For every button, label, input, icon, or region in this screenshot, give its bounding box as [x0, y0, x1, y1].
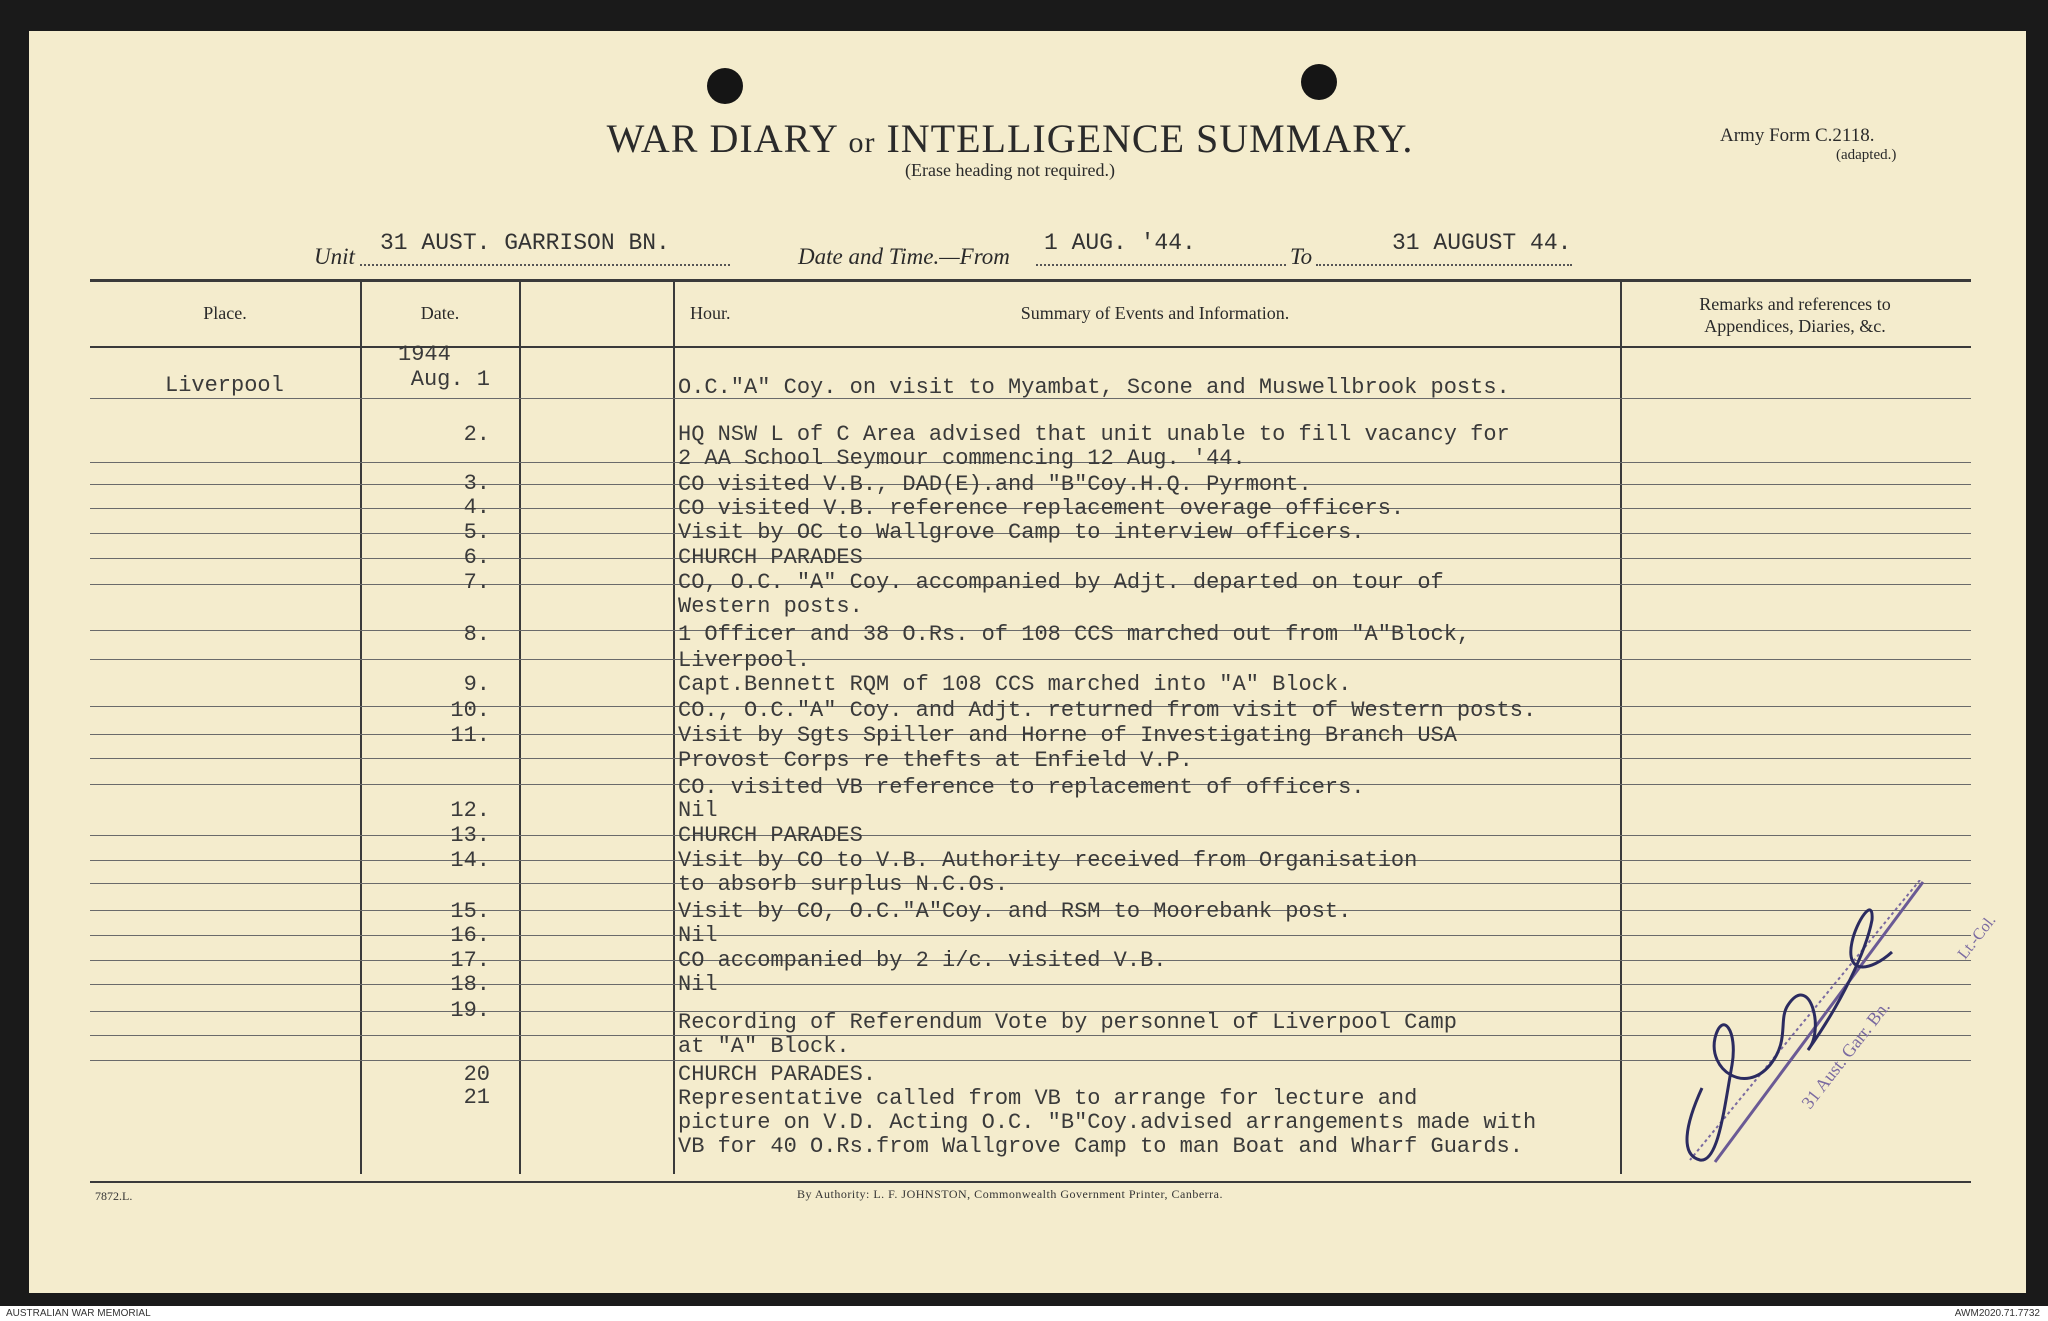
date-from-value: 1 AUG. '44.: [1044, 230, 1196, 256]
entry-date: 6.: [463, 545, 490, 570]
entry-year: 1944: [398, 342, 451, 367]
entry-date: 10.: [450, 698, 490, 723]
table-top-rule: [90, 279, 1971, 282]
table-bottom-rule: [90, 1181, 1971, 1183]
summary-line: to absorb surplus N.C.Os.: [678, 872, 1009, 897]
summary-line: CO. visited VB reference to replacement of officers.: [678, 775, 1365, 800]
form-number: 7872.L.: [95, 1189, 133, 1203]
summary-line: CO visited V.B., DAD(E).and "B"Coy.H.Q. Pyrmont.: [678, 472, 1312, 497]
date-to-label: To: [1290, 244, 1313, 269]
entry-date: 7.: [463, 570, 490, 595]
summary-line: Nil: [678, 972, 718, 997]
archive-reference: AWM2020.71.7732: [1954, 1308, 2040, 1319]
entry-date: 3.: [463, 471, 490, 496]
summary-line: VB for 40 O.Rs.from Wallgrove Camp to man Boat and Wharf Guards.: [678, 1134, 1523, 1159]
entry-date: 20: [463, 1062, 490, 1087]
date-to-value: 31 AUGUST 44.: [1392, 230, 1572, 256]
col-header-summary: Summary of Events and Information.: [1020, 303, 1290, 323]
archive-caption: AUSTRALIAN WAR MEMORIAL: [6, 1308, 151, 1319]
col-divider-hour: [673, 281, 675, 1174]
summary-line: Visit by CO to V.B. Authority received from Organisation: [678, 848, 1418, 873]
entry-date: 14.: [450, 848, 490, 873]
col-divider-date: [519, 281, 521, 1174]
col-header-remarks-line2: Appendices, Diaries, &c.: [1704, 316, 1886, 336]
entry-date: 5.: [463, 520, 490, 545]
summary-line: Provost Corps re thefts at Enfield V.P.: [678, 748, 1193, 773]
entry-date: 16.: [450, 923, 490, 948]
summary-line: CHURCH PARADES: [678, 545, 863, 570]
unit-value: 31 AUST. GARRISON BN.: [380, 230, 670, 256]
summary-line: Visit by CO, O.C."A"Coy. and RSM to Moorebank post.: [678, 899, 1352, 924]
army-form-number: Army Form C.2118.: [1720, 125, 1875, 146]
summary-line: Capt.Bennett RQM of 108 CCS marched into "A" Block.: [678, 672, 1352, 697]
rank-stamp: Lt.-Col.: [1954, 912, 2000, 963]
row-rule: [90, 558, 1971, 559]
form-subtitle: (Erase heading not required.): [905, 160, 1115, 180]
date-to-dotted-line: [1316, 264, 1572, 266]
col-header-remarks-line1: Remarks and references to: [1699, 294, 1891, 314]
summary-line: CO visited V.B. reference replacement overage officers.: [678, 496, 1405, 521]
summary-line: Visit by Sgts Spiller and Horne of Investigating Branch USA: [678, 723, 1457, 748]
title-or: or: [848, 126, 876, 159]
summary-line: 2 AA School Seymour commencing 12 Aug. '44.: [678, 446, 1246, 471]
entry-date: 8.: [463, 622, 490, 647]
entry-date: 4.: [463, 495, 490, 520]
col-header-remarks: [1625, 293, 1965, 337]
summary-line: Nil: [678, 798, 718, 823]
title-intelligence-summary: INTELLIGENCE SUMMARY.: [886, 116, 1414, 161]
printer-authority: By Authority: L. F. JOHNSTON, Commonwealth Government Printer, Canberra.: [797, 1187, 1223, 1201]
entry-date: 18.: [450, 972, 490, 997]
entry-date: 9.: [463, 672, 490, 697]
summary-line: CHURCH PARADES: [678, 823, 863, 848]
summary-line: Western posts.: [678, 594, 863, 619]
summary-line: at "A" Block.: [678, 1034, 850, 1059]
entry-place: Liverpool: [165, 373, 284, 398]
col-divider-summary: [1620, 281, 1622, 1174]
summary-line: CHURCH PARADES.: [678, 1062, 877, 1087]
entry-date: 12.: [450, 798, 490, 823]
summary-line: HQ NSW L of C Area advised that unit unable to fill vacancy for: [678, 422, 1510, 447]
form-title: [560, 115, 1460, 162]
date-time-label: Date and Time.—From: [798, 244, 1010, 269]
col-header-date: Date.: [420, 303, 460, 323]
entry-date: 11.: [450, 723, 490, 748]
entry-date: 17.: [450, 948, 490, 973]
summary-line: Visit by OC to Wallgrove Camp to interview officers.: [678, 520, 1365, 545]
signature-and-stamp: [1660, 880, 2040, 1180]
entry-date: 13.: [450, 823, 490, 848]
title-war-diary: WAR DIARY: [606, 116, 838, 161]
summary-line: Liverpool.: [678, 648, 811, 673]
entry-date: 2.: [463, 422, 490, 447]
entry-date: 15.: [450, 899, 490, 924]
punch-hole-left: [707, 68, 743, 104]
table-header-rule: [90, 346, 1971, 348]
entry-date: 19.: [450, 998, 490, 1023]
col-divider-place: [360, 281, 362, 1174]
col-header-hour: Hour.: [690, 303, 731, 323]
summary-line: Nil: [678, 923, 718, 948]
summary-line: Recording of Referendum Vote by personnel of Liverpool Camp: [678, 1010, 1457, 1035]
col-header-place: Place.: [203, 303, 247, 323]
summary-line: picture on V.D. Acting O.C. "B"Coy.advised arrangements made with: [678, 1110, 1537, 1135]
unit-stamp: 31 Aust. Garr. Bn.: [1797, 996, 1894, 1113]
summary-line: CO., O.C."A" Coy. and Adjt. returned from visit of Western posts.: [678, 698, 1537, 723]
summary-line: O.C."A" Coy. on visit to Myambat, Scone and Muswellbrook posts.: [678, 375, 1510, 400]
entry-date: Aug. 1: [410, 367, 490, 392]
summary-line: 1 Officer and 38 O.Rs. of 108 CCS marched out from "A"Block,: [678, 622, 1471, 647]
army-form-label: [1720, 125, 2020, 164]
summary-line: CO, O.C. "A" Coy. accompanied by Adjt. departed on tour of: [678, 570, 1444, 595]
row-rule: [90, 835, 1971, 836]
unit-dotted-line: [360, 264, 730, 266]
summary-line: Representative called from VB to arrange for lecture and: [678, 1086, 1418, 1111]
army-form-note: (adapted.): [1836, 147, 1897, 163]
row-rule: [90, 659, 1971, 660]
summary-line: CO accompanied by 2 i/c. visited V.B.: [678, 948, 1167, 973]
unit-label: Unit: [314, 244, 355, 269]
punch-hole-right: [1301, 64, 1337, 100]
date-from-dotted-line: [1036, 264, 1286, 266]
entry-date: 21: [463, 1085, 490, 1110]
